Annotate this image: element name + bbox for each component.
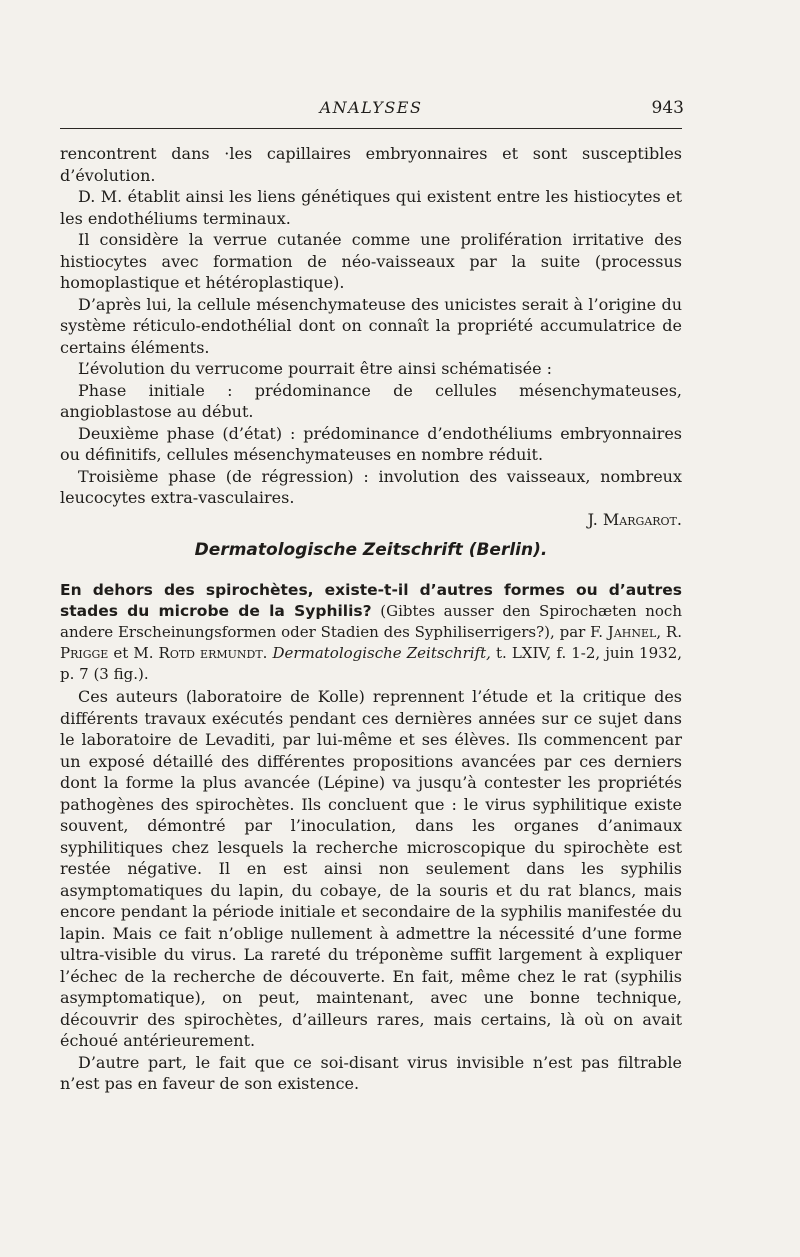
paragraph: D. M. établit ainsi les liens génétiques qui existent entre les histiocytes et les endothéliums terminaux. [60,187,682,228]
conjunction: et [113,644,129,662]
german-title: (Gibtes ausser den Spirochæten noch andere Erscheinungsformen oder Stadien des Syphiliserrigers?), par [60,602,682,641]
paragraph: Phase initiale : prédominance de cellules mésenchymateuses, angioblastose au début. [60,380,682,421]
paragraph: Il considère la verrue cutanée comme une prolifération irritative des histiocytes avec formation de néo-vaisseaux par la suite (processus homoplastique et hétéroplastique). [60,230,682,292]
article-title-block [60,580,682,685]
paragraph: rencontrent dans ·les capillaires embryonnaires et sont susceptibles d’évolution. [60,144,682,185]
paragraph: Ces auteurs (laboratoire de Kolle) reprennent l’étude et la critique des différents travaux exécutés pendant ces dernières années sur ce sujet dans le laboratoire de Levaditi, par lui-même et ses élèves. Ils commencent par un exposé détaillé des différentes propositions avancées par ces derniers dont la forme la plus avancée (Lépine) va jusqu’à contester les propriétés pathogènes des spirochètes. Ils concluent que : le virus syphilitique existe souvent, démontré par l’inoculation, dans les organes d’animaux syphilitiques chez lesquels la recherche microscopique du spirochète est restée négative. Il en est ainsi non seulement dans les syphilis asymptomatiques du lapin, du cobaye, de la souris et du rat blancs, mais encore pendant la période initiale et secondaire de la syphilis manifestée du lapin. Mais ce fait n’oblige nullement à admettre la nécessité d’une forme ultra-visible du virus. La rareté du tréponème suffit largement à expliquer l’échec de la recherche de découverte. En fait, même chez le rat (syphilis asymptomatique), on peut, maintenant, avec une bonne technique, découvrir des spirochètes, d’ailleurs rares, mais certains, là où on avait échoué antérieurement. [60,687,682,1050]
previous-article-body [60,143,682,530]
author: R. Prigge [60,623,682,662]
page-number: 943 [651,98,684,118]
paragraph: Deuxième phase (d’état) : prédominance d’endothéliums embryonnaires ou définitifs, cellules mésenchymateuses en nombre réduit. [60,423,682,464]
article-title: En dehors des spirochètes, existe-t-il d’autres formes ou d’autres stades du microbe de la Syphilis? [60,581,682,620]
running-head [60,98,682,124]
header-rule [60,128,682,129]
paragraph: L’évolution du verrucome pourrait être ainsi schématisée : [78,359,553,378]
paragraph: D’autre part, le fait que ce soi-disant virus invisible n’est pas filtrable n’est pas en faveur de son existence. [60,1052,682,1093]
author: M. Rotd ermundt. [133,644,268,662]
article-body [60,686,682,1095]
paragraph: Troisième phase (de régression) : involution des vaisseaux, nombreux leucocytes extra-vasculaires. [60,466,682,507]
citation: t. LXIV, f. 1-2, juin 1932, p. 7 (3 fig.). [60,644,682,683]
journal-name: Dermatologische Zeitschrift, [272,644,491,662]
running-title: ANALYSES [319,98,423,117]
journal-heading: Dermatologische Zeitschrift (Berlin). [194,540,548,560]
paragraph: D’après lui, la cellule mésenchymateuse des unicistes serait à l’origine du système réticulo-endothélial dont on connaît la propriété accumulatrice de certains éléments. [60,294,682,357]
author-signature: J. Margarot. [587,509,682,529]
author: F. Jahnel, [590,623,662,641]
